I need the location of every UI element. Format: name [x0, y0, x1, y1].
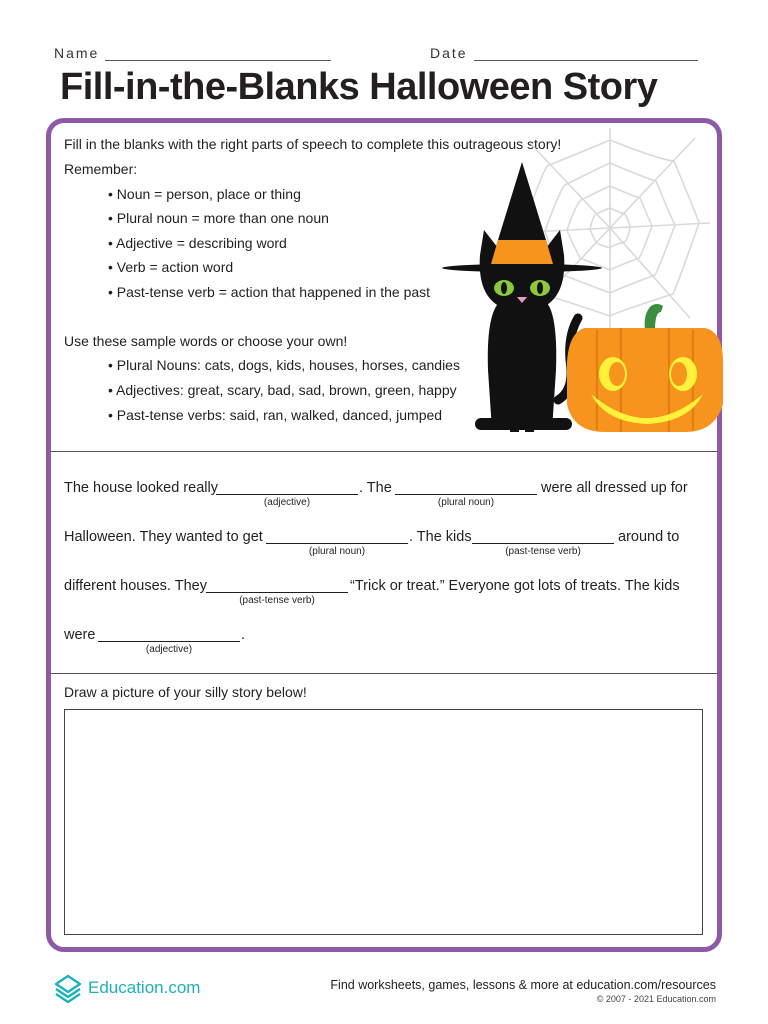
definition-noun: • Noun = person, place or thing: [108, 186, 301, 202]
blank-plural-noun-1[interactable]: [395, 494, 537, 495]
definition-adjective: • Adjective = describing word: [108, 235, 287, 251]
section-divider: [51, 673, 717, 674]
story-text: were all dressed up for: [541, 480, 688, 496]
jack-o-lantern-icon: [565, 302, 725, 434]
definition-plural-noun: • Plural noun = more than one noun: [108, 210, 329, 226]
sample-plural-nouns: • Plural Nouns: cats, dogs, kids, houses, horses, candies: [108, 357, 460, 373]
samples-intro: Use these sample words or choose your own!: [64, 333, 348, 349]
education-logo-icon: [52, 972, 84, 1004]
story-text: were: [64, 627, 96, 643]
story-text: around to: [618, 529, 680, 545]
hint-past-tense-verb-1: (past-tense verb): [505, 546, 581, 557]
story-text: The house looked really: [64, 480, 218, 496]
drawing-area[interactable]: [64, 709, 703, 935]
hint-plural-noun-1: (plural noun): [437, 497, 495, 508]
story-text: .: [241, 627, 246, 643]
story-text: different houses. They: [64, 578, 207, 594]
hint-past-tense-verb-2: (past-tense verb): [239, 595, 315, 606]
logo-text: Education.com: [88, 978, 201, 997]
blank-plural-noun-2[interactable]: [266, 543, 408, 544]
story-text: . The: [359, 480, 392, 496]
page-title: Fill-in-the-Blanks Halloween Story: [60, 66, 658, 108]
blank-past-tense-verb-2[interactable]: [206, 592, 348, 593]
section-divider: [51, 451, 717, 452]
blank-adjective-1[interactable]: [216, 494, 358, 495]
blank-past-tense-verb-1[interactable]: [472, 543, 614, 544]
name-line: [105, 49, 331, 61]
hint-adjective-2: (adjective): [145, 644, 193, 655]
story-text: Halloween. They wanted to get: [64, 529, 263, 545]
date-line: [474, 49, 698, 61]
hint-plural-noun-2: (plural noun): [308, 546, 366, 557]
footer-find-text: Find worksheets, games, lessons & more at education.com/resources: [330, 978, 716, 992]
hint-adjective-1: (adjective): [263, 497, 311, 508]
date-field: [430, 45, 698, 61]
definition-past-tense-verb: • Past-tense verb = action that happened in the past: [108, 284, 431, 300]
blank-adjective-2[interactable]: [98, 641, 240, 642]
drawing-prompt: Draw a picture of your silly story below!: [64, 684, 307, 700]
definition-verb: • Verb = action word: [108, 259, 234, 275]
story-text: . The kids: [409, 529, 472, 545]
story-text: “Trick or treat.” Everyone got lots of treats. The kids: [350, 578, 680, 594]
footer-copyright: © 2007 - 2021 Education.com: [596, 994, 716, 1004]
story-line-1: [64, 480, 218, 496]
instructions-intro: Fill in the blanks with the right parts of speech to complete this outrageous story!: [64, 136, 562, 152]
date-label: Date: [430, 45, 468, 61]
sample-adjectives: • Adjectives: great, scary, bad, sad, brown, green, happy: [108, 382, 457, 398]
education-logo[interactable]: [52, 972, 200, 1004]
sample-past-tense-verbs: • Past-tense verbs: said, ran, walked, danced, jumped: [108, 407, 443, 423]
footer-info: [330, 978, 716, 1004]
remember-label: Remember:: [64, 161, 138, 177]
name-field: [54, 45, 331, 61]
name-label: Name: [54, 45, 100, 61]
